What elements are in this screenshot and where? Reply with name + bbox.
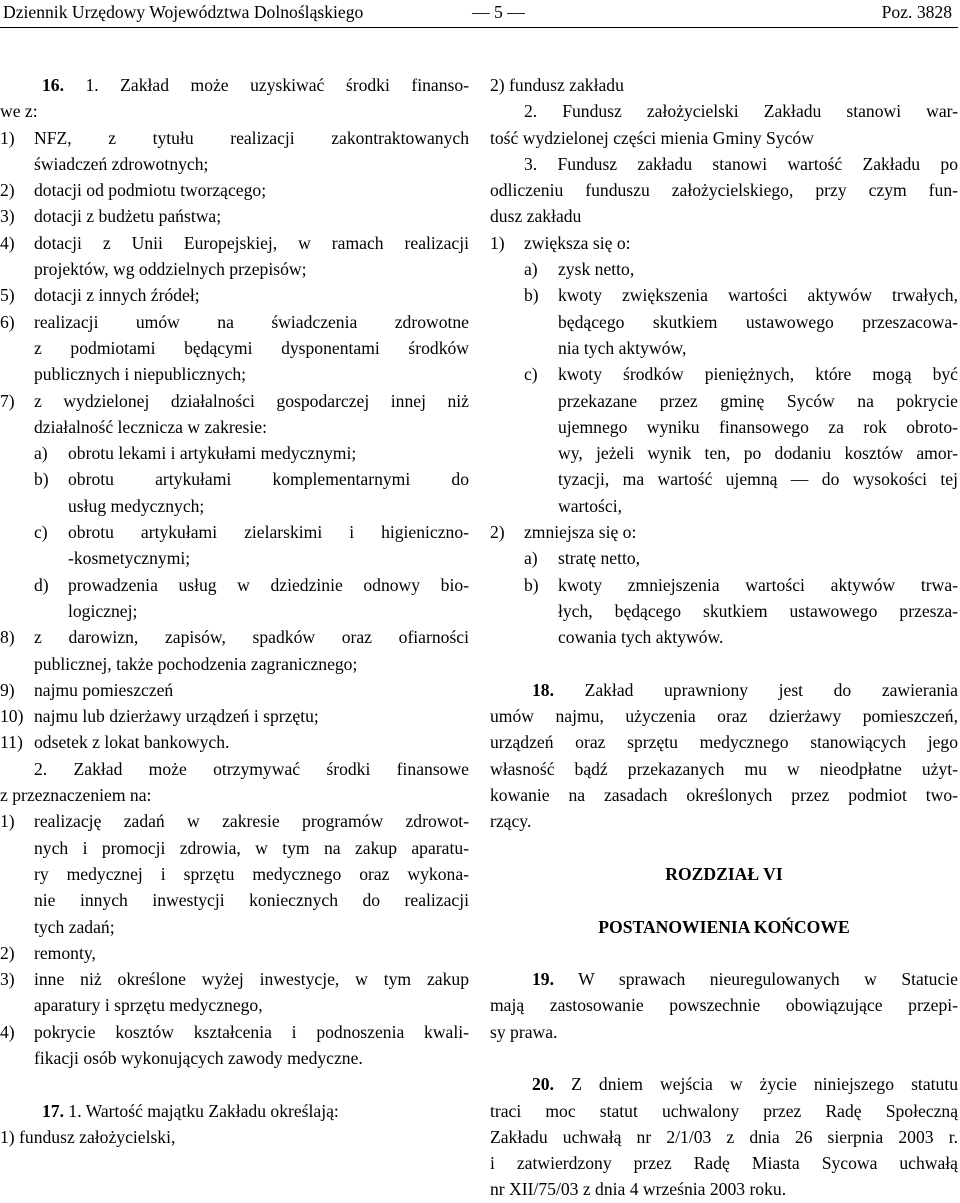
- list-marker: 2): [490, 522, 505, 543]
- list-marker: 6): [0, 311, 15, 332]
- list-marker: 9): [0, 679, 15, 700]
- line-text: 2. Fundusz założycielski Zakładu stanowi war-: [524, 101, 958, 122]
- list-marker: b): [34, 469, 49, 490]
- list-marker: b): [524, 574, 539, 595]
- text-line: [0, 1019, 469, 1045]
- page-header: [3, 0, 955, 26]
- text-line: [0, 203, 469, 229]
- list-marker: 2): [0, 942, 15, 963]
- text-line: [0, 966, 469, 992]
- line-text: aparatury i sprzętu medycznego,: [34, 995, 263, 1016]
- text-line: [0, 1124, 469, 1150]
- text-line: [0, 835, 469, 861]
- line-text: realizacji umów na świadczenia zdrowotne: [34, 311, 469, 332]
- text-line: [490, 914, 958, 940]
- text-line: [0, 729, 469, 755]
- text-line: [490, 177, 958, 203]
- list-marker: 3): [0, 969, 15, 990]
- section-heading: POSTANOWIENIA KOŃCOWE: [598, 916, 850, 937]
- text-line: [490, 729, 958, 755]
- text-line: [0, 992, 469, 1018]
- text-line: [490, 651, 958, 677]
- line-text: 18. Zakład uprawniony jest do zawierania: [532, 679, 958, 700]
- line-text: dotacji od podmiotu tworzącego;: [34, 180, 267, 201]
- text-line: [490, 361, 958, 387]
- text-line: [0, 914, 469, 940]
- text-line: [490, 1019, 958, 1045]
- text-line: [0, 72, 469, 98]
- text-line: [0, 808, 469, 834]
- text-line: [490, 677, 958, 703]
- list-marker: 7): [0, 390, 15, 411]
- line-text: pokrycie kosztów kształcenia i podnoszenia kwali-: [34, 1021, 469, 1042]
- text-line: [0, 256, 469, 282]
- list-marker: 2): [0, 180, 15, 201]
- line-text: przekazane przez gminę Syców na pokrycie: [558, 390, 958, 411]
- line-text: -kosmetycznymi;: [68, 548, 191, 569]
- text-line: [490, 861, 958, 887]
- text-line: [0, 545, 469, 571]
- text-line: [490, 782, 958, 808]
- line-text: kwoty zmniejszenia wartości aktywów trwa-: [558, 574, 958, 595]
- text-line: [490, 887, 958, 913]
- text-line: [0, 493, 469, 519]
- journal-title: Dziennik Urzędowy Województwa Dolnośląskiego: [3, 2, 364, 22]
- list-marker: a): [524, 548, 538, 569]
- text-line: [490, 1150, 958, 1176]
- text-line: [0, 572, 469, 598]
- line-text: rzący.: [490, 811, 532, 832]
- text-line: [0, 519, 469, 545]
- text-line: [490, 519, 958, 545]
- text-line: [490, 756, 958, 782]
- text-line: [490, 466, 958, 492]
- text-line: [0, 887, 469, 913]
- line-text: 16. 1. Zakład może uzyskiwać środki finanso-: [42, 75, 469, 95]
- text-line: [0, 230, 469, 256]
- text-line: [0, 624, 469, 650]
- text-line: [0, 1098, 469, 1124]
- line-text: kwoty zwiększenia wartości aktywów trwałych,: [558, 285, 958, 306]
- line-text: mają zastosowanie powszechnie obowiązujące przepi-: [490, 995, 958, 1016]
- line-text: obrotu lekami i artykułami medycznymi;: [68, 443, 357, 464]
- text-line: [490, 72, 958, 98]
- text-line: [490, 335, 958, 361]
- list-marker: 1): [0, 811, 15, 832]
- line-text: odliczeniu funduszu założycielskiego, przy czym fun-: [490, 180, 958, 201]
- text-line: [0, 940, 469, 966]
- line-text: 20. Z dniem wejścia w życie niniejszego statutu: [532, 1074, 958, 1095]
- line-text: nie innych inwestycji koniecznych do realizacji: [34, 890, 469, 911]
- line-text: projektów, wg oddzielnych przepisów;: [34, 259, 307, 280]
- line-text: z wydzielonej działalności gospodarczej innej niż: [34, 390, 469, 411]
- line-text: ujemnego wyniku finansowego za rok obroto-: [558, 416, 958, 437]
- text-line: [0, 1071, 469, 1097]
- line-text: zysk netto,: [558, 259, 635, 280]
- text-line: [490, 125, 958, 151]
- text-line: [490, 151, 958, 177]
- text-line: [490, 1071, 958, 1097]
- text-line: [490, 440, 958, 466]
- text-line: [0, 598, 469, 624]
- line-text: prowadzenia usług w dziedzinie odnowy bio-: [68, 574, 469, 595]
- line-text: świadczeń zdrowotnych;: [34, 153, 209, 174]
- text-line: [0, 177, 469, 203]
- line-text: nych i promocji zdrowia, w tym na zakup aparatu-: [34, 837, 469, 858]
- line-text: dotacji z budżetu państwa;: [34, 206, 222, 227]
- text-line: [490, 388, 958, 414]
- text-line: [0, 282, 469, 308]
- line-text: wartości,: [558, 495, 623, 516]
- line-text: z podmiotami będącymi dysponentami środków: [34, 337, 469, 358]
- text-line: [0, 414, 469, 440]
- list-marker: 11): [0, 732, 23, 753]
- list-marker: a): [34, 443, 48, 464]
- list-marker: b): [524, 285, 539, 306]
- line-text: działalność lecznicza w zakresie:: [34, 416, 267, 437]
- text-line: [490, 282, 958, 308]
- line-text: łych, będącego skutkiem ustawowego przesza-: [558, 600, 958, 621]
- line-text: realizację zadań w zakresie programów zdrowot-: [34, 811, 469, 832]
- line-text: usług medycznych;: [68, 495, 205, 516]
- line-text: z darowizn, zapisów, spadków oraz ofiarności: [34, 627, 469, 648]
- line-text: odsetek z lokat bankowych.: [34, 732, 230, 753]
- right-column: [490, 72, 958, 1203]
- line-text: i zatwierdzony przez Radę Miasta Sycowa uchwałą: [490, 1153, 958, 1174]
- list-marker: 8): [0, 627, 15, 648]
- text-line: [490, 203, 958, 229]
- text-line: [490, 493, 958, 519]
- text-line: [490, 966, 958, 992]
- line-text: kwoty środków pieniężnych, które mogą być: [558, 364, 958, 385]
- text-line: [0, 703, 469, 729]
- text-line: [490, 256, 958, 282]
- section-heading: ROZDZIAŁ VI: [665, 863, 783, 884]
- text-line: [490, 624, 958, 650]
- position-number: Poz. 3828: [881, 2, 952, 22]
- text-line: [0, 861, 469, 887]
- list-marker: 3): [0, 206, 15, 227]
- list-marker: c): [34, 522, 48, 543]
- line-text: 17. 1. Wartość majątku Zakładu określają:: [42, 1100, 339, 1121]
- text-line: [490, 230, 958, 256]
- text-line: [490, 414, 958, 440]
- text-line: [0, 651, 469, 677]
- list-marker: 5): [0, 285, 15, 306]
- line-text: stratę netto,: [558, 548, 641, 569]
- text-line: [490, 1124, 958, 1150]
- line-text: 19. W sprawach nieuregulowanych w Statucie: [532, 969, 958, 990]
- line-text: nr XII/75/03 z dnia 4 września 2003 roku.: [490, 1179, 787, 1200]
- line-text: dotacji z Unii Europejskiej, w ramach realizacji: [34, 232, 469, 253]
- text-line: [490, 545, 958, 571]
- list-marker: 4): [0, 232, 15, 253]
- text-line: [490, 1098, 958, 1124]
- text-line: [0, 125, 469, 151]
- line-text: 1) fundusz założycielski,: [0, 1126, 176, 1147]
- text-line: [490, 808, 958, 834]
- text-line: [0, 335, 469, 361]
- list-marker: 1): [0, 127, 15, 148]
- line-text: tość wydzielonej części mienia Gminy Syców: [490, 127, 814, 148]
- line-text: zwiększa się o:: [524, 232, 631, 253]
- line-text: będącego skutkiem ustawowego przeszacowa-: [558, 311, 958, 332]
- line-text: publicznych i niepublicznych;: [34, 364, 247, 385]
- list-marker: 10): [0, 706, 24, 727]
- text-line: [490, 703, 958, 729]
- text-line: [0, 1045, 469, 1071]
- text-line: [490, 98, 958, 124]
- line-text: 2. Zakład może otrzymywać środki finansowe: [34, 758, 469, 779]
- line-text: traci moc statut uchwalony przez Radę Społeczną: [490, 1100, 958, 1121]
- text-line: [490, 940, 958, 966]
- text-line: [0, 756, 469, 782]
- line-text: ry medycznej i sprzętu medycznego oraz wykona-: [34, 863, 469, 884]
- line-text: sy prawa.: [490, 1021, 558, 1042]
- line-text: inne niż określone wyżej inwestycje, w tym zakup: [34, 969, 469, 990]
- line-text: kowanie na zasadach określonych przez podmiot two-: [490, 785, 958, 806]
- line-text: dusz zakładu: [490, 206, 582, 227]
- text-line: [490, 992, 958, 1018]
- text-line: [490, 309, 958, 335]
- list-marker: d): [34, 574, 49, 595]
- line-text: we z:: [0, 101, 38, 122]
- text-line: [0, 309, 469, 335]
- line-text: obrotu artykułami zielarskimi i higieniczno-: [68, 522, 469, 543]
- text-line: [0, 782, 469, 808]
- list-marker: 4): [0, 1021, 15, 1042]
- text-line: [0, 440, 469, 466]
- line-text: z przeznaczeniem na:: [0, 785, 152, 806]
- line-text: tych zadań;: [34, 916, 115, 937]
- line-text: remonty,: [34, 942, 96, 963]
- line-text: urządzeń oraz sprzętu medycznego stanowiących jego: [490, 732, 958, 753]
- line-text: nia tych aktywów,: [558, 337, 687, 358]
- text-line: [0, 677, 469, 703]
- header-rule: [0, 27, 958, 28]
- list-marker: 1): [490, 232, 505, 253]
- text-line: [0, 388, 469, 414]
- text-line: [490, 598, 958, 624]
- text-line: [490, 835, 958, 861]
- line-text: tyzacji, ma wartość ujemną — do wysokości tej: [558, 469, 958, 490]
- line-text: najmu pomieszczeń: [34, 679, 174, 700]
- line-text: obrotu artykułami komplementarnymi do: [68, 469, 469, 490]
- list-marker: c): [524, 364, 538, 385]
- line-text: NFZ, z tytułu realizacji zakontraktowanych: [34, 127, 469, 148]
- text-line: [490, 1045, 958, 1071]
- list-marker: a): [524, 259, 538, 280]
- line-text: zmniejsza się o:: [524, 522, 637, 543]
- line-text: najmu lub dzierżawy urządzeń i sprzętu;: [34, 706, 319, 727]
- text-line: [0, 151, 469, 177]
- page-number: — 5 —: [472, 2, 525, 22]
- line-text: 2) fundusz zakładu: [490, 75, 624, 95]
- line-text: cowania tych aktywów.: [558, 627, 724, 648]
- text-line: [0, 466, 469, 492]
- line-text: dotacji z innych źródeł;: [34, 285, 200, 306]
- text-line: [490, 1176, 958, 1202]
- line-text: własność bądź przekazanych mu w nieodpłatne użyt-: [490, 758, 958, 779]
- line-text: 3. Fundusz zakładu stanowi wartość Zakładu po: [524, 153, 958, 174]
- text-line: [0, 361, 469, 387]
- line-text: umów najmu, użyczenia oraz dzierżawy pomieszczeń,: [490, 706, 958, 727]
- line-text: fikacji osób wykonujących zawody medyczne.: [34, 1047, 363, 1068]
- line-text: logicznej;: [68, 600, 138, 621]
- left-column: [0, 72, 469, 1150]
- line-text: Zakładu uchwałą nr 2/1/03 z dnia 26 sierpnia 2003 r.: [490, 1126, 958, 1147]
- line-text: wy, jeżeli wynik ten, po dodaniu kosztów amor-: [558, 443, 958, 464]
- text-line: [490, 572, 958, 598]
- line-text: publicznej, także pochodzenia zagranicznego;: [34, 653, 358, 674]
- text-line: [0, 98, 469, 124]
